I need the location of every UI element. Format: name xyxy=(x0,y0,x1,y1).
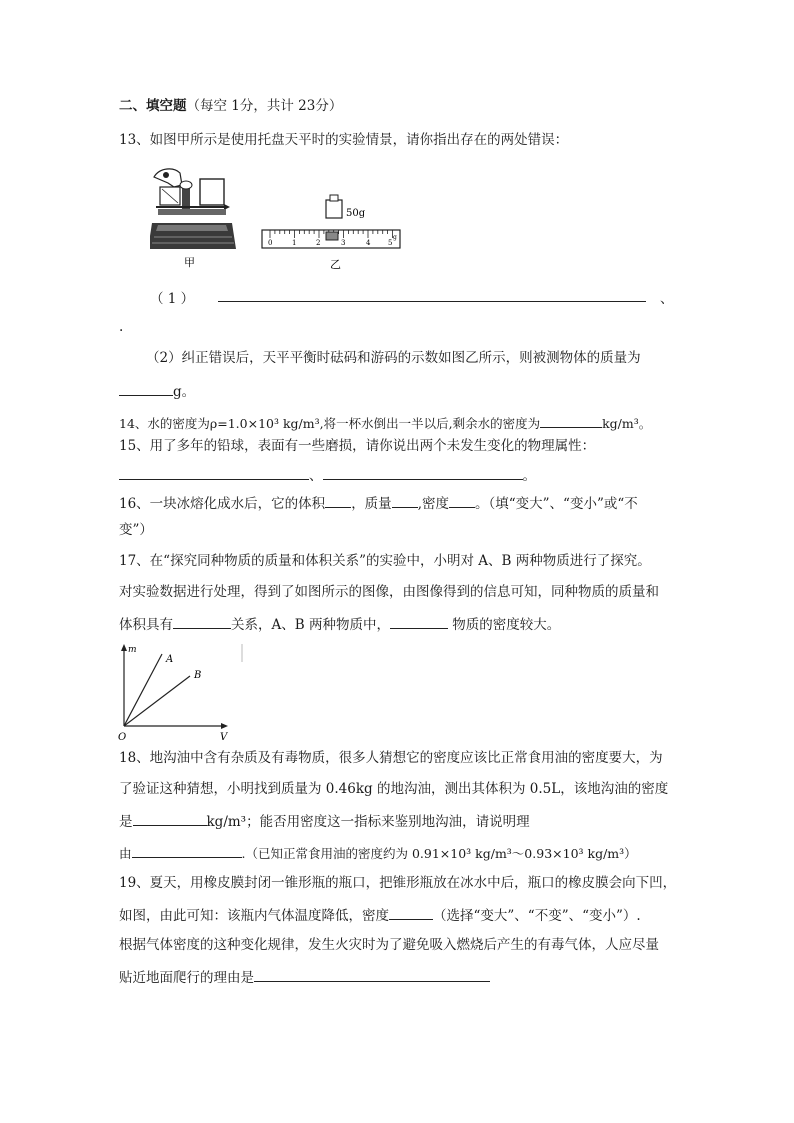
section-note: （每空 1分，共计 23分） xyxy=(186,98,343,114)
q18-blank-reason[interactable] xyxy=(132,843,242,858)
q19-blank-density[interactable] xyxy=(389,905,433,920)
q13-sub2-unit: g。 xyxy=(173,384,196,400)
q17-line3c: 物质的密度较大。 xyxy=(447,617,561,633)
graph-line-a xyxy=(124,654,162,726)
q19-line4 xyxy=(119,967,490,987)
q19-line4-text: 贴近地面爬行的理由是 xyxy=(119,970,254,986)
q15-blank-2[interactable] xyxy=(323,465,523,480)
q17-blank-relation[interactable] xyxy=(173,614,231,629)
balance-top xyxy=(180,181,192,189)
balance-plate xyxy=(158,209,226,215)
q18-line3b: kg/m³；能否用密度这一指标来鉴别地沟油，请说明理 xyxy=(206,814,530,830)
graph-origin: O xyxy=(118,732,127,742)
q16-line2: 变”） xyxy=(119,522,153,538)
figure-jia-label: 甲 xyxy=(184,256,195,269)
q15-answers xyxy=(119,465,536,485)
graph-y-label: m xyxy=(128,645,137,655)
q13-blank-1[interactable] xyxy=(218,287,646,302)
figure-yi-label: 乙 xyxy=(330,258,341,271)
q19-line2b: （选择“变大”、“不变”、“变小”）. xyxy=(433,908,641,924)
q15-blank-1[interactable] xyxy=(119,465,309,480)
q19-line2a: 如图，由此可知：该瓶内气体温度降低，密度 xyxy=(119,908,389,924)
q13-sub2: （2）纠正错误后，天平平衡时砝码和游码的示数如图乙所示，则被测物体的质量为 xyxy=(146,350,641,366)
q16-p1: 16、一块冰熔化成水后，它的体积 xyxy=(119,496,326,512)
q14-blank[interactable] xyxy=(540,413,602,428)
section-heading xyxy=(119,97,342,115)
q13-sub1-tail: 、 xyxy=(660,291,674,307)
figure-jia-balance xyxy=(150,165,240,269)
q19-line2 xyxy=(119,905,641,925)
q16-blank-density[interactable] xyxy=(449,493,475,508)
q13-sub1 xyxy=(150,290,194,308)
weight-label: 50g xyxy=(346,208,366,219)
q17-line1: 17、在“探究同种物质的质量和体积关系”的实验中，小明对 A、B 两种物质进行了探究。 xyxy=(119,553,651,569)
q15-end: 。 xyxy=(522,468,536,484)
graph-label-b: B xyxy=(194,670,202,681)
graph-x-label: V xyxy=(220,732,228,742)
weight-50g xyxy=(326,200,342,218)
q17-line3b: 关系，A、B 两种物质中， xyxy=(231,617,390,633)
q18-line4 xyxy=(119,843,637,863)
q18-blank-density[interactable] xyxy=(133,811,207,826)
q17-line3 xyxy=(119,614,560,634)
q17-blank-substance[interactable] xyxy=(390,614,448,629)
q14-text: 14、水的密度为ρ=1.0×10³ kg/m³,将一杯水倒出一半以后,剩余水的密度为 xyxy=(119,416,541,431)
q18-line3 xyxy=(119,811,530,831)
q14 xyxy=(119,413,651,433)
q16-line1 xyxy=(119,493,638,513)
q16-blank-mass[interactable] xyxy=(392,493,418,508)
q18-line3a: 是 xyxy=(119,814,133,830)
graph-label-a: A xyxy=(166,654,174,665)
q17-line2: 对实验数据进行处理，得到了如图所示的图像，由图像得到的信息可知，同种物质的质量和 xyxy=(119,584,659,600)
q18-line2: 了验证这种猜想，小明找到质量为 0.46kg 的地沟油，测出其体积为 0.5L，该地沟油的密度 xyxy=(119,781,669,797)
q15-text: 15、用了多年的铅球，表面有一些磨损，请你说出两个未发生变化的物理属性： xyxy=(119,438,596,454)
q16-p2: ，质量 xyxy=(351,496,392,512)
q18-line4b: .（已知正常食用油的密度约为 0.91×10³ kg/m³～0.93×10³ kg/m³） xyxy=(241,846,637,861)
q13-text: 13、如图甲所示是使用托盘天平时的实验情景，请你指出存在的两处错误： xyxy=(119,132,569,148)
figure-yi-scale xyxy=(258,192,408,272)
hand-drawing xyxy=(154,169,182,187)
q16-p4: 。（填“变大”、“变小”或“不 xyxy=(474,496,638,512)
q16-p3: ,密度 xyxy=(417,496,449,512)
q14-unit: kg/m³。 xyxy=(602,416,652,431)
q17-mass-volume-graph xyxy=(116,642,246,742)
ruler-tick-0: 0 xyxy=(268,239,273,247)
hand-detail xyxy=(163,172,169,178)
section-title: 二、填空题 xyxy=(119,98,187,114)
ruler-tick-4: 4 xyxy=(366,239,371,247)
q19-line3: 根据气体密度的这种变化规律，发生火灾时为了避免吸入燃烧后产生的有毒气体，人应尽量 xyxy=(119,937,659,953)
q13-blank-2[interactable] xyxy=(119,381,173,396)
q19-blank-reason[interactable] xyxy=(254,967,490,982)
q13-sub2-answer xyxy=(119,381,195,401)
ruler-tick-3: 3 xyxy=(341,239,346,247)
ruler-unit: g xyxy=(393,234,397,241)
q18-line1: 18、地沟油中含有杂质及有毒物质，很多人猜想它的密度应该比正常食用油的密度要大，为 xyxy=(119,750,663,766)
q17-line3a: 体积具有 xyxy=(119,617,173,633)
q13-sub1-label: （ 1 ） xyxy=(150,291,195,307)
q15-sep: 、 xyxy=(309,468,323,484)
ruler-tick-5: 5 xyxy=(388,239,393,247)
ruler-tick-2: 2 xyxy=(316,239,321,247)
ruler-tick-1: 1 xyxy=(292,239,297,247)
q18-line4a: 由 xyxy=(119,846,132,861)
q19-line1: 19、夏天，用橡皮膜封闭一锥形瓶的瓶口，把锥形瓶放在冰水中后，瓶口的橡皮膜会向下凹， xyxy=(119,875,677,891)
rider xyxy=(326,232,338,240)
weight-right xyxy=(200,179,224,205)
graph-line-b xyxy=(124,676,190,726)
q13-sub1-end: . xyxy=(119,319,124,335)
q16-blank-volume[interactable] xyxy=(325,493,351,508)
